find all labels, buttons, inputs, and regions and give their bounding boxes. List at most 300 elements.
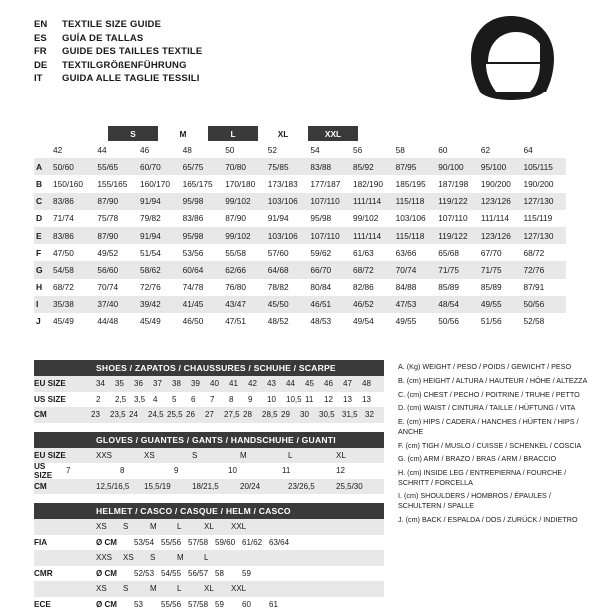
row-label: US SIZE xyxy=(34,395,96,404)
cell: 32 xyxy=(365,410,384,419)
table-cell: 55/65 xyxy=(97,162,140,172)
table-cell: 99/102 xyxy=(225,231,268,241)
cell: 58 xyxy=(215,569,242,578)
cell: L xyxy=(204,553,231,562)
row-label: C xyxy=(34,196,53,206)
row-label: J xyxy=(34,316,53,326)
row-values xyxy=(96,482,384,491)
table-cell: 52/58 xyxy=(523,316,566,326)
table-cell: 107/110 xyxy=(310,231,353,241)
cell: XXL xyxy=(231,584,258,593)
table-cell: 75/78 xyxy=(97,213,140,223)
cell: 13 xyxy=(362,395,381,404)
measurements-table xyxy=(34,126,566,330)
helmet-size-header xyxy=(34,519,384,535)
row-label: FIA xyxy=(34,538,96,547)
table-cell: 53/56 xyxy=(183,248,226,258)
table-cell: 56/60 xyxy=(97,265,140,275)
table-cell: 85/92 xyxy=(353,162,396,172)
cell: 15,5/19 xyxy=(144,482,192,491)
language-row xyxy=(34,45,202,59)
table-cell: 87/91 xyxy=(523,282,566,292)
table-cell: 71/74 xyxy=(53,213,97,223)
table-cell: 111/114 xyxy=(353,196,396,206)
cell: 12,5/16,5 xyxy=(96,482,144,491)
table-row xyxy=(34,210,566,227)
table-cell: 49/55 xyxy=(396,316,439,326)
size-number: 42 xyxy=(53,145,97,155)
gloves-row xyxy=(34,463,384,479)
size-group-cell: XXL xyxy=(308,126,358,141)
cell: XS xyxy=(144,451,192,460)
table-cell: 62/66 xyxy=(225,265,268,275)
cell: 18/21,5 xyxy=(192,482,240,491)
legend-item: B. (cm) HEIGHT / ALTURA / HAUTEUR / HÖHE / ALTEZZA xyxy=(398,376,588,386)
table-cell: 83/88 xyxy=(310,162,353,172)
table-cell: 127/130 xyxy=(523,196,566,206)
cell: XS xyxy=(123,553,150,562)
table-cell: 119/122 xyxy=(438,196,481,206)
cell: M xyxy=(240,451,288,460)
table-cell: 177/187 xyxy=(310,179,353,189)
legend-item: J. (cm) BACK / ESPALDA / DOS / ZURÜCK / INDIETRO xyxy=(398,515,588,525)
table-cell: 91/94 xyxy=(140,196,183,206)
cell: 43 xyxy=(267,379,286,388)
table-cell: 48/52 xyxy=(268,316,311,326)
table-cell: 49/55 xyxy=(481,299,524,309)
table-cell: 182/190 xyxy=(353,179,396,189)
cell: 35 xyxy=(115,379,134,388)
table-cell: 50/56 xyxy=(523,299,566,309)
legend-item: I. (cm) SHOULDERS / HOMBROS / ÉPAULES / SCHULTERN / SPALLE xyxy=(398,491,588,510)
cell: 59 xyxy=(215,600,242,609)
row-label: EU SIZE xyxy=(34,451,96,460)
unit-cell: Ø CM xyxy=(96,600,134,609)
shoes-section-title: SHOES / ZAPATOS / CHAUSSURES / SCHUHE / SCARPE xyxy=(34,360,384,376)
table-cell: 190/200 xyxy=(481,179,524,189)
table-cell: 87/90 xyxy=(225,213,268,223)
row-label: CM xyxy=(34,482,96,491)
table-cell: 87/95 xyxy=(396,162,439,172)
cell: 46 xyxy=(324,379,343,388)
cell: 24 xyxy=(129,410,148,419)
helmet-cmr-row xyxy=(34,566,384,582)
cell: 7 xyxy=(60,466,114,475)
table-cell: 60/70 xyxy=(140,162,183,172)
cell: 27,5 xyxy=(224,410,243,419)
table-cell: 47/53 xyxy=(396,299,439,309)
table-cell: 65/68 xyxy=(438,248,481,258)
cell: 28,5 xyxy=(262,410,281,419)
table-cell: 51/56 xyxy=(481,316,524,326)
table-cell: 68/72 xyxy=(353,265,396,275)
cell: 4 xyxy=(153,395,172,404)
cell: 10 xyxy=(222,466,276,475)
table-cell: 115/119 xyxy=(523,213,566,223)
table-cell: 46/50 xyxy=(183,316,226,326)
row-label: CM xyxy=(34,410,91,419)
cell: XXS xyxy=(96,451,144,460)
cell: 11 xyxy=(276,466,330,475)
size-group-cell: XL xyxy=(258,126,308,141)
cell: 25,5/30 xyxy=(336,482,384,491)
cell: 42 xyxy=(248,379,267,388)
cell: 5 xyxy=(172,395,191,404)
table-cell: 46/51 xyxy=(310,299,353,309)
table-cell: 63/66 xyxy=(396,248,439,258)
language-text: TEXTILE SIZE GUIDE xyxy=(62,18,161,32)
legend-item: G. (cm) ARM / BRAZO / BRAS / ARM / BRACCIO xyxy=(398,454,588,464)
legend-item: E. (cm) HIPS / CADERA / HANCHES / HÜFTEN / HIPS / ANCHE xyxy=(398,417,588,436)
table-cell: 170/180 xyxy=(225,179,268,189)
table-cell: 68/72 xyxy=(53,282,97,292)
row-values xyxy=(96,395,384,404)
cell: 25,5 xyxy=(167,410,186,419)
table-cell: 115/118 xyxy=(396,196,439,206)
cell: 61 xyxy=(269,600,296,609)
cell: 26 xyxy=(186,410,205,419)
cell: 12 xyxy=(324,395,343,404)
row-label: F xyxy=(34,248,53,258)
table-cell: 57/60 xyxy=(268,248,311,258)
row-label: US SIZE xyxy=(34,462,60,480)
cell: 23/26,5 xyxy=(288,482,336,491)
table-cell: 71/75 xyxy=(481,265,524,275)
cell: S xyxy=(123,522,150,531)
helmet-size-header xyxy=(34,550,384,566)
size-group-cell: M xyxy=(158,126,208,141)
size-group-cell: L xyxy=(208,126,258,141)
cell: 3,5 xyxy=(134,395,153,404)
row-label: E xyxy=(34,231,53,241)
language-row xyxy=(34,18,202,32)
table-cell: 190/200 xyxy=(523,179,566,189)
table-cell: 76/80 xyxy=(225,282,268,292)
cell: 56/57 xyxy=(188,569,215,578)
table-cell: 47/51 xyxy=(225,316,268,326)
table-cell: 185/195 xyxy=(396,179,439,189)
size-group-header-row xyxy=(34,126,566,141)
cell: 30,5 xyxy=(319,410,342,419)
language-code: DE xyxy=(34,59,62,73)
cell: L xyxy=(288,451,336,460)
language-code: IT xyxy=(34,72,62,86)
legend-item: H. (cm) INSIDE LEG / ENTREPIERNA / FOURCHE / SCHRITT / FORCELLA xyxy=(398,468,588,487)
table-cell: 45/49 xyxy=(140,316,183,326)
table-cell: 47/50 xyxy=(53,248,97,258)
lower-tables xyxy=(34,360,384,612)
table-cell: 87/90 xyxy=(97,196,140,206)
table-cell: 87/90 xyxy=(97,231,140,241)
row-values xyxy=(60,466,384,475)
cell: 11 xyxy=(305,395,324,404)
cell: 45 xyxy=(305,379,324,388)
table-cell: 44/48 xyxy=(97,316,140,326)
table-cell: 78/82 xyxy=(268,282,311,292)
table-cell: 54/58 xyxy=(53,265,97,275)
row-values xyxy=(96,569,384,578)
table-cell: 160/170 xyxy=(140,179,183,189)
cell: 20/24 xyxy=(240,482,288,491)
size-number: 56 xyxy=(353,145,396,155)
table-cell: 173/183 xyxy=(268,179,311,189)
table-cell: 72/76 xyxy=(140,282,183,292)
table-cell: 150/160 xyxy=(53,179,97,189)
cell: 54/55 xyxy=(161,569,188,578)
cell: S xyxy=(123,584,150,593)
table-cell: 49/52 xyxy=(97,248,140,258)
helmet-ece-row xyxy=(34,597,384,612)
table-cell: 45/49 xyxy=(53,316,97,326)
cell: 59 xyxy=(242,569,269,578)
cell: 28 xyxy=(243,410,262,419)
cell: XS xyxy=(96,522,123,531)
table-row xyxy=(34,261,566,278)
language-code: ES xyxy=(34,32,62,46)
table-cell: 79/82 xyxy=(140,213,183,223)
table-cell: 95/98 xyxy=(310,213,353,223)
language-code: FR xyxy=(34,45,62,59)
cell: 2 xyxy=(96,395,115,404)
cell: 8 xyxy=(229,395,248,404)
table-cell: 95/100 xyxy=(481,162,524,172)
cell: 9 xyxy=(248,395,267,404)
row-values xyxy=(96,522,384,531)
cell: S xyxy=(192,451,240,460)
table-cell: 67/70 xyxy=(481,248,524,258)
cell: 30 xyxy=(300,410,319,419)
table-cell: 90/100 xyxy=(438,162,481,172)
row-label: EU SIZE xyxy=(34,379,96,388)
shoes-row xyxy=(34,392,384,408)
size-number: 48 xyxy=(183,145,226,155)
cell: 57/58 xyxy=(188,538,215,547)
table-cell: 70/74 xyxy=(396,265,439,275)
cell: 38 xyxy=(172,379,191,388)
row-values xyxy=(96,584,384,593)
table-cell: 83/86 xyxy=(53,196,97,206)
cell: 55/56 xyxy=(161,538,188,547)
helmet-icon xyxy=(466,14,556,100)
table-cell: 91/94 xyxy=(140,231,183,241)
table-cell: 74/78 xyxy=(183,282,226,292)
table-cell: 123/126 xyxy=(481,231,524,241)
cell: 23 xyxy=(91,410,110,419)
size-number: 54 xyxy=(310,145,353,155)
cell: 53 xyxy=(134,600,161,609)
cell: 39 xyxy=(191,379,210,388)
table-cell: 95/98 xyxy=(183,196,226,206)
table-cell: 107/110 xyxy=(310,196,353,206)
spacer-cell xyxy=(34,126,56,141)
table-cell: 111/114 xyxy=(353,231,396,241)
row-label: G xyxy=(34,265,53,275)
cell: XL xyxy=(204,584,231,593)
row-values xyxy=(96,600,384,609)
cell: 34 xyxy=(96,379,115,388)
table-cell: 66/70 xyxy=(310,265,353,275)
cell: XL xyxy=(204,522,231,531)
cell: 10 xyxy=(267,395,286,404)
table-cell: 46/52 xyxy=(353,299,396,309)
cell: 7 xyxy=(210,395,229,404)
shoes-row xyxy=(34,376,384,392)
cell: 31,5 xyxy=(342,410,365,419)
table-cell: 71/75 xyxy=(438,265,481,275)
cell: 57/58 xyxy=(188,600,215,609)
table-cell: 35/38 xyxy=(53,299,97,309)
cell: 8 xyxy=(114,466,168,475)
size-number: 50 xyxy=(225,145,268,155)
legend-item: A. (Kg) WEIGHT / PESO / POIDS / GEWICHT / PESO xyxy=(398,362,588,372)
table-row xyxy=(34,279,566,296)
table-cell: 72/76 xyxy=(523,265,566,275)
cell: 2,5 xyxy=(115,395,134,404)
table-cell: 115/118 xyxy=(396,231,439,241)
language-row xyxy=(34,72,202,86)
cell: L xyxy=(177,584,204,593)
legend-item: C. (cm) CHEST / PECHO / POITRINE / TRUHE / PETTO xyxy=(398,390,588,400)
table-row xyxy=(34,227,566,244)
cell: 40 xyxy=(210,379,229,388)
table-cell: 61/63 xyxy=(353,248,396,258)
cell: XL xyxy=(336,451,384,460)
cell: 12 xyxy=(330,466,384,475)
language-list xyxy=(34,18,202,86)
table-row xyxy=(34,193,566,210)
row-label: B xyxy=(34,179,53,189)
size-number: 44 xyxy=(97,145,140,155)
cell: 41 xyxy=(229,379,248,388)
table-cell: 39/42 xyxy=(140,299,183,309)
cell: 9 xyxy=(168,466,222,475)
table-cell: 70/80 xyxy=(225,162,268,172)
cell: 23,5 xyxy=(110,410,129,419)
size-number: 62 xyxy=(481,145,524,155)
gloves-section-title: GLOVES / GUANTES / GANTS / HANDSCHUHE / GUANTI xyxy=(34,432,384,448)
cell: 60 xyxy=(242,600,269,609)
table-cell: 85/89 xyxy=(481,282,524,292)
language-text: GUÍA DE TALLAS xyxy=(62,32,143,46)
table-cell: 51/54 xyxy=(140,248,183,258)
table-cell: 111/114 xyxy=(481,213,524,223)
size-number: 46 xyxy=(140,145,183,155)
gloves-row xyxy=(34,479,384,495)
language-code: EN xyxy=(34,18,62,32)
table-cell: 75/85 xyxy=(268,162,311,172)
table-cell: 58/62 xyxy=(140,265,183,275)
size-group-cell xyxy=(56,126,108,141)
table-cell: 84/88 xyxy=(396,282,439,292)
table-cell: 48/53 xyxy=(310,316,353,326)
table-cell: 50/56 xyxy=(438,316,481,326)
unit-cell: Ø CM xyxy=(96,538,134,547)
cell: 47 xyxy=(343,379,362,388)
row-label: H xyxy=(34,282,53,292)
table-row xyxy=(34,175,566,192)
row-label: A xyxy=(34,162,53,172)
table-cell: 103/106 xyxy=(268,231,311,241)
table-row xyxy=(34,296,566,313)
table-cell: 64/68 xyxy=(268,265,311,275)
cell: 29 xyxy=(281,410,300,419)
cell: 53/54 xyxy=(134,538,161,547)
cell: XXS xyxy=(96,553,123,562)
table-cell: 107/110 xyxy=(438,213,481,223)
table-row xyxy=(34,158,566,175)
cell: 10,5 xyxy=(286,395,305,404)
table-cell: 103/106 xyxy=(268,196,311,206)
table-cell: 65/75 xyxy=(183,162,226,172)
table-cell: 83/86 xyxy=(53,231,97,241)
cell: M xyxy=(177,553,204,562)
table-cell: 59/62 xyxy=(310,248,353,258)
row-label: I xyxy=(34,299,53,309)
cell: XS xyxy=(96,584,123,593)
size-number: 64 xyxy=(523,145,566,155)
row-values xyxy=(96,379,384,388)
row-label: D xyxy=(34,213,53,223)
table-cell: 83/86 xyxy=(183,213,226,223)
table-cell: 103/106 xyxy=(396,213,439,223)
table-cell: 45/50 xyxy=(268,299,311,309)
size-number: 52 xyxy=(268,145,311,155)
table-cell: 155/165 xyxy=(97,179,140,189)
size-number: 60 xyxy=(438,145,481,155)
table-cell: 68/72 xyxy=(523,248,566,258)
cell: S xyxy=(150,553,177,562)
table-cell: 43/47 xyxy=(225,299,268,309)
cell: 61/62 xyxy=(242,538,269,547)
cell: 59/60 xyxy=(215,538,242,547)
table-cell: 41/45 xyxy=(183,299,226,309)
size-number: 58 xyxy=(396,145,439,155)
cell: 37 xyxy=(153,379,172,388)
table-cell: 165/175 xyxy=(183,179,226,189)
table-cell: 85/89 xyxy=(438,282,481,292)
size-group-cell: S xyxy=(108,126,158,141)
cell: 55/56 xyxy=(161,600,188,609)
cell: 52/53 xyxy=(134,569,161,578)
row-values xyxy=(91,410,384,419)
table-cell: 50/60 xyxy=(53,162,97,172)
cell: 48 xyxy=(362,379,381,388)
cell: L xyxy=(177,522,204,531)
cell: M xyxy=(150,522,177,531)
legend-item: D. (cm) WAIST / CINTURA / TAILLE / HÜFTUNG / VITA xyxy=(398,403,588,413)
helmet-size-header xyxy=(34,581,384,597)
table-cell: 82/86 xyxy=(353,282,396,292)
cell: 36 xyxy=(134,379,153,388)
table-cell: 91/94 xyxy=(268,213,311,223)
table-cell: 80/84 xyxy=(310,282,353,292)
language-text: GUIDE DES TAILLES TEXTILE xyxy=(62,45,202,59)
table-cell: 105/115 xyxy=(523,162,566,172)
table-cell: 119/122 xyxy=(438,231,481,241)
gloves-row xyxy=(34,448,384,464)
cell: M xyxy=(150,584,177,593)
table-cell: 95/98 xyxy=(183,231,226,241)
shoes-row xyxy=(34,407,384,423)
table-row xyxy=(34,313,566,330)
row-values xyxy=(96,553,384,562)
table-cell: 99/102 xyxy=(225,196,268,206)
cell: 24,5 xyxy=(148,410,167,419)
helmet-section-title: HELMET / CASCO / CASQUE / HELM / CASCO xyxy=(34,503,384,519)
table-row xyxy=(34,244,566,261)
table-cell: 37/40 xyxy=(97,299,140,309)
table-cell: 99/102 xyxy=(353,213,396,223)
